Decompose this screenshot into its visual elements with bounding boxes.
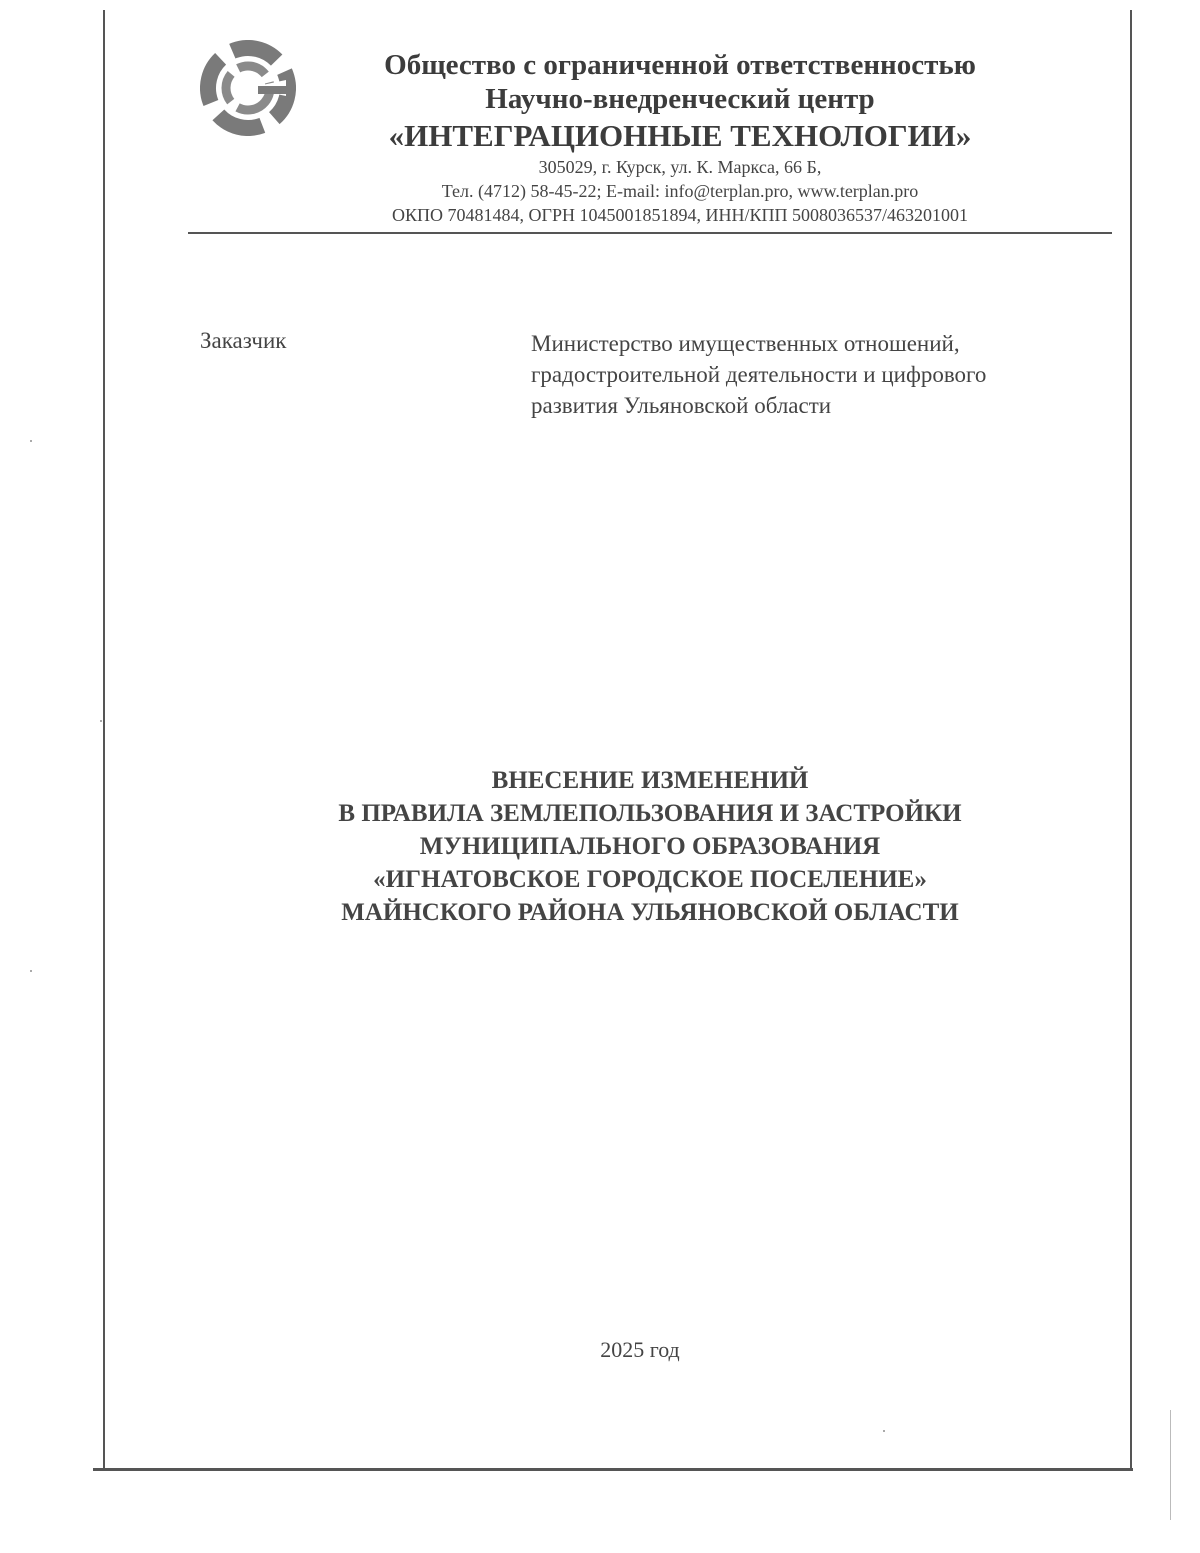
org-name-line2: Научно-внедренческий центр: [485, 83, 875, 115]
org-name-line1: Общество с ограниченной ответственностью: [384, 49, 976, 81]
company-logo-icon: [200, 40, 296, 136]
scan-speck: [100, 720, 102, 722]
scan-edge: [1170, 1410, 1171, 1520]
org-name-line3: «ИНТЕГРАЦИОННЫЕ ТЕХНОЛОГИИ»: [388, 118, 972, 153]
title-line3: МУНИЦИПАЛЬНОГО ОБРАЗОВАНИЯ: [419, 833, 881, 860]
customer-value-line2: градостроительной деятельности и цифрового: [531, 362, 987, 387]
scan-speck: [30, 440, 32, 442]
title-line2: В ПРАВИЛА ЗЕМЛЕПОЛЬЗОВАНИЯ И ЗАСТРОЙКИ: [338, 800, 962, 827]
org-registration: ОКПО 70481484, ОГРН 1045001851894, ИНН/КПП 5008036537/463201001: [392, 205, 968, 225]
company-header: [300, 48, 1060, 227]
page-frame-left: [103, 10, 105, 1470]
page-frame-bottom: [93, 1468, 1133, 1471]
customer-label: Заказчик: [200, 328, 287, 353]
org-contacts: Тел. (4712) 58-45-22; E-mail: info@terplan.pro, www.terplan.pro: [441, 181, 919, 201]
title-line4: «ИГНАТОВСКОЕ ГОРОДСКОЕ ПОСЕЛЕНИЕ»: [373, 866, 927, 893]
document-year: 2025 год: [600, 1337, 680, 1362]
customer-value-line3: развития Ульяновской области: [531, 393, 832, 418]
page-frame-right: [1130, 10, 1132, 1470]
title-line1: ВНЕСЕНИЕ ИЗМЕНЕНИЙ: [491, 767, 809, 794]
customer-value-line1: Министерство имущественных отношений,: [531, 331, 960, 356]
header-divider: [188, 232, 1112, 234]
org-address: 305029, г. Курск, ул. К. Маркса, 66 Б,: [538, 157, 822, 177]
customer-value: [531, 328, 1111, 421]
scan-speck: [883, 1430, 885, 1432]
scan-speck: [30, 970, 32, 972]
document-title: [250, 764, 1050, 929]
title-line5: МАЙНСКОГО РАЙОНА УЛЬЯНОВСКОЙ ОБЛАСТИ: [341, 899, 959, 926]
